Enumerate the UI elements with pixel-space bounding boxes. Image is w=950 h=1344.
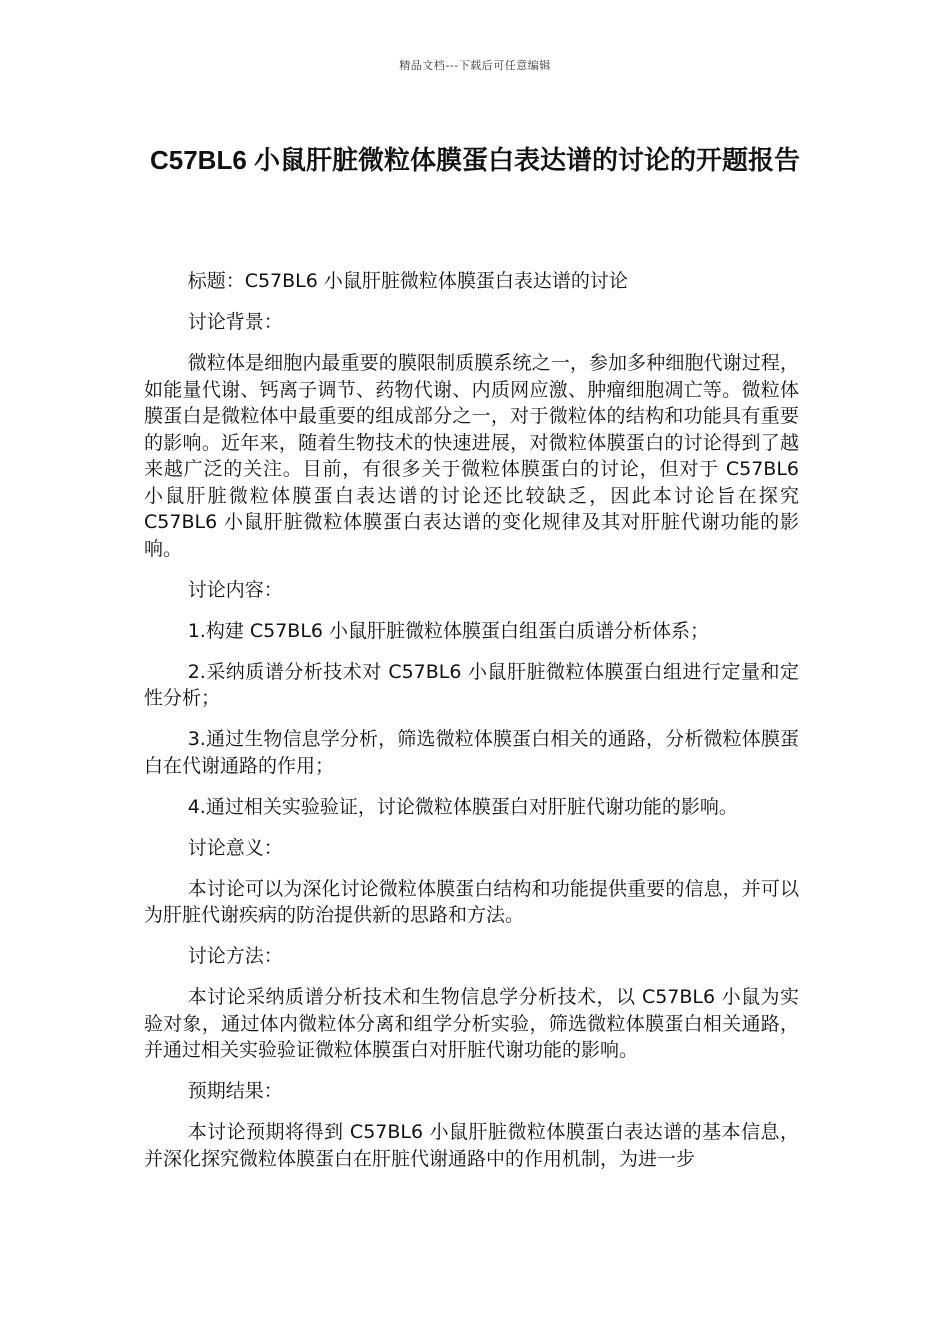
- document-body: [144, 268, 799, 1187]
- paragraph-methods: 本讨论采纳质谱分析技术和生物信息学分析技术，以 C57BL6 小鼠为实验对象，通过体内微粒体分离和组学分析实验，筛选微粒体膜蛋白相关通路，并通过相关实验验证微粒体膜蛋白对肝脏代谢功能的影响。: [144, 986, 799, 1061]
- paragraph-subject: 标题：C57BL6 小鼠肝脏微粒体膜蛋白表达谱的讨论: [187, 270, 628, 292]
- paragraph-background: 微粒体是细胞内最重要的膜限制质膜系统之一，参加多种细胞代谢过程，如能量代谢、钙离子调节、药物代谢、内质网应激、肿瘤细胞凋亡等。微粒体膜蛋白是微粒体中最重要的组成部分之一，对于微粒体的结构和功能具有重要的影响。近年来，随着生物技术的快速进展，对微粒体膜蛋白的讨论得到了越来越广泛的关注。目前，有很多关于微粒体膜蛋白的讨论，但对于 C57BL6 小鼠肝脏微粒体膜蛋白表达谱的讨论还比较缺乏，因此本讨论旨在探究 C57BL6 小鼠肝脏微粒体膜蛋白表达谱的变化规律及其对肝脏代谢功能的影响。: [144, 352, 799, 560]
- list-item-3: 3.通过生物信息学分析，筛选微粒体膜蛋白相关的通路，分析微粒体膜蛋白在代谢通路的作用；: [144, 728, 799, 777]
- list-item-1: 1.构建 C57BL6 小鼠肝脏微粒体膜蛋白组蛋白质谱分析体系；: [187, 619, 710, 642]
- heading-content: 讨论内容：: [187, 578, 283, 601]
- heading-background: 讨论背景：: [187, 311, 283, 333]
- document-title: C57BL6 小鼠肝脏微粒体膜蛋白表达谱的讨论的开题报告: [149, 145, 801, 175]
- heading-significance: 讨论意义：: [187, 836, 283, 859]
- heading-methods: 讨论方法：: [187, 945, 283, 967]
- list-item-2: 2.采纳质谱分析技术对 C57BL6 小鼠肝脏微粒体膜蛋白组进行定量和定性分析；: [144, 660, 799, 709]
- paragraph-expected-results: 本讨论预期将得到 C57BL6 小鼠肝脏微粒体膜蛋白表达谱的基本信息，并深化探究微粒体膜蛋白在肝脏代谢通路中的作用机制，为进一步: [144, 1121, 799, 1170]
- paragraph-significance: 本讨论可以为深化讨论微粒体膜蛋白结构和功能提供重要的信息，并可以为肝脏代谢疾病的防治提供新的思路和方法。: [144, 877, 799, 926]
- page-header-note: 精品文档---下载后可任意编辑: [399, 59, 551, 72]
- heading-expected-results: 预期结果：: [187, 1080, 283, 1102]
- list-item-4: 4.通过相关实验验证，讨论微粒体膜蛋白对肝脏代谢功能的影响。: [187, 795, 738, 818]
